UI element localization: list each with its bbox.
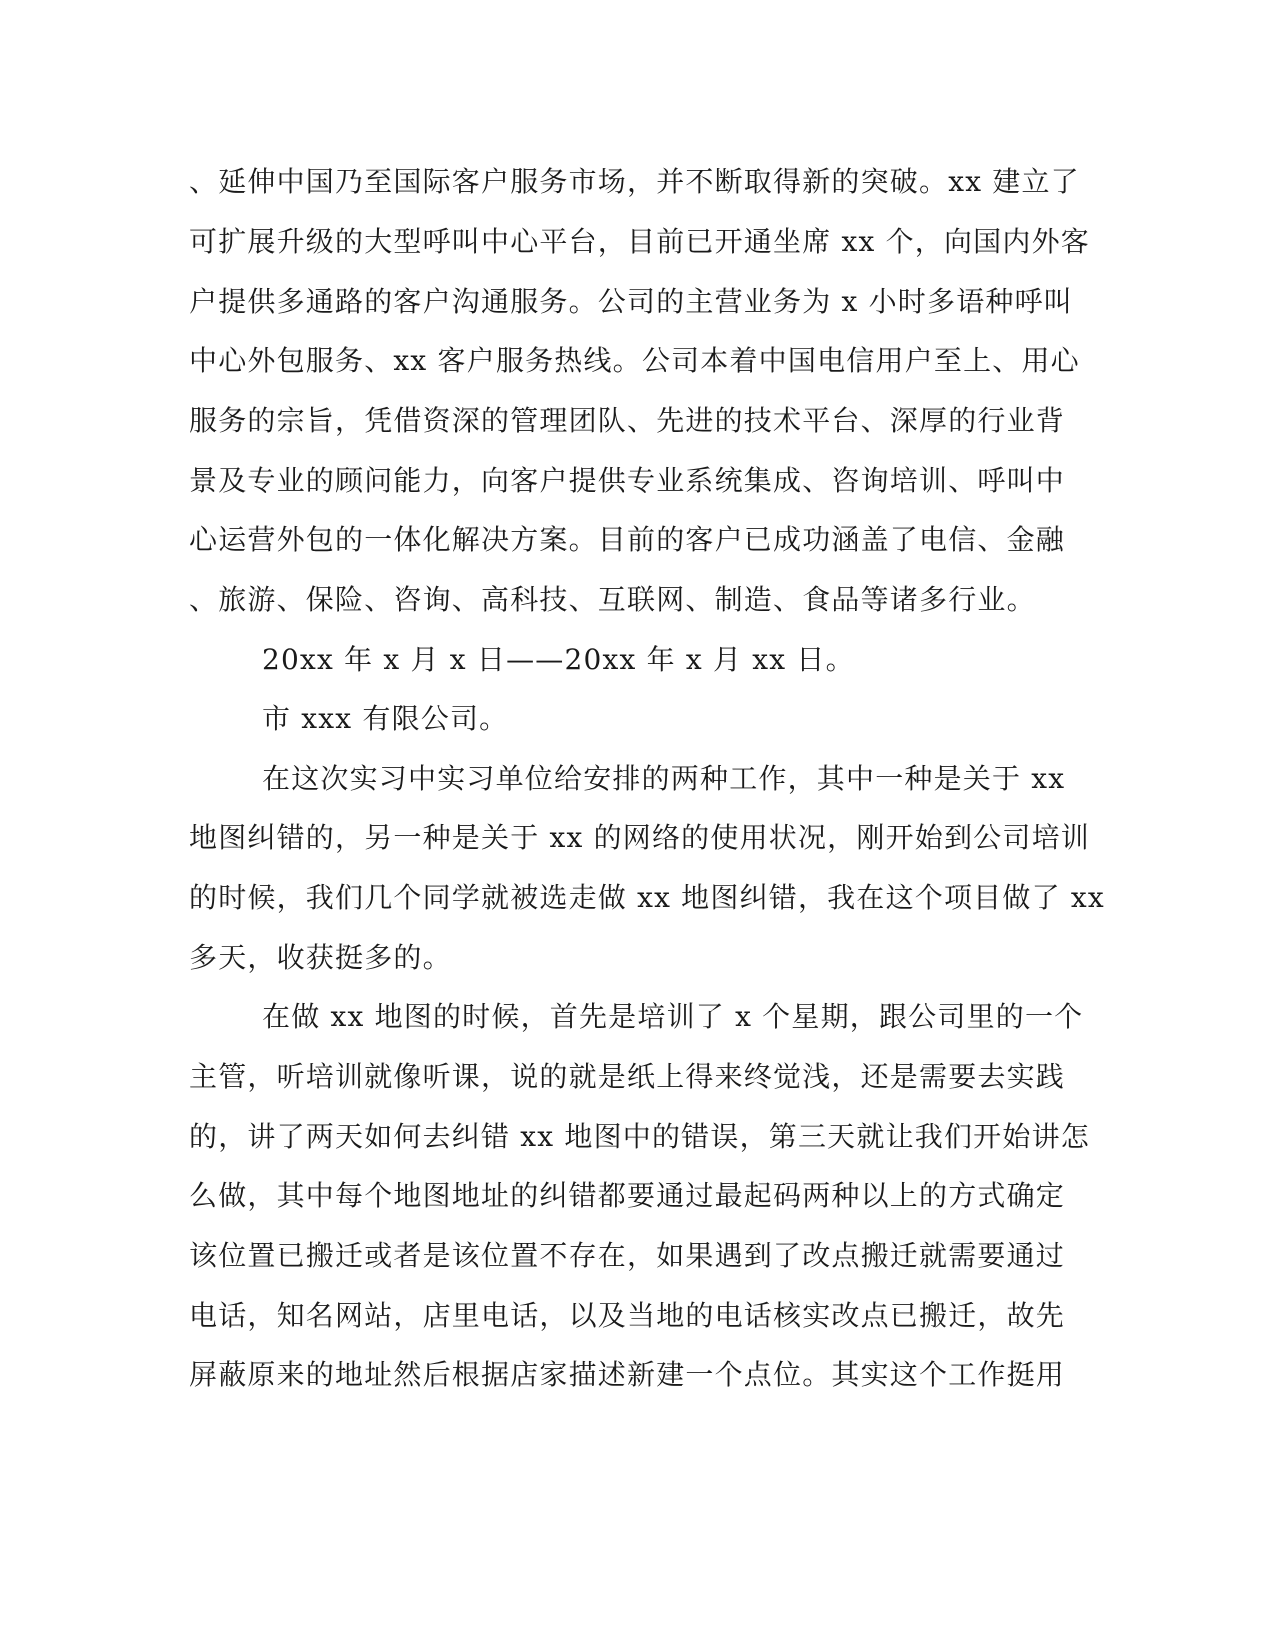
- text-line: 服务的宗旨，凭借资深的管理团队、先进的技术平台、深厚的行业背: [189, 404, 1066, 437]
- text-line: 电话，知名网站，店里电话，以及当地的电话核实改点已搬迁，故先: [189, 1299, 1066, 1332]
- text-line: 该位置已搬迁或者是该位置不存在，如果遇到了改点搬迁就需要通过: [189, 1239, 1066, 1272]
- text-line: 么做，其中每个地图地址的纠错都要通过最起码两种以上的方式确定: [189, 1179, 1066, 1212]
- text-line: 多天，收获挺多的。: [189, 941, 452, 974]
- text-line: 、延伸中国乃至国际客户服务市场，并不断取得新的突破。xx 建立了: [189, 165, 1080, 198]
- text-line: 中心外包服务、xx 客户服务热线。公司本着中国电信用户至上、用心: [189, 344, 1080, 377]
- text-line: 、旅游、保险、咨询、高科技、互联网、制造、食品等诸多行业。: [189, 583, 1036, 616]
- company-name-line: 市 xxx 有限公司。: [262, 702, 509, 735]
- text-line: 的，讲了两天如何去纠错 xx 地图中的错误，第三天就让我们开始讲怎: [189, 1120, 1090, 1153]
- text-line: 户提供多通路的客户沟通服务。公司的主营业务为 x 小时多语种呼叫: [189, 285, 1073, 318]
- text-line: 地图纠错的，另一种是关于 xx 的网络的使用状况，刚开始到公司培训: [189, 821, 1090, 854]
- text-line: 心运营外包的一体化解决方案。目前的客户已成功涵盖了电信、金融: [189, 523, 1066, 556]
- text-line: 屏蔽原来的地址然后根据店家描述新建一个点位。其实这个工作挺用: [189, 1358, 1066, 1391]
- text-line: 景及专业的顾问能力，向客户提供专业系统集成、咨询培训、呼叫中: [189, 464, 1066, 497]
- text-line: 可扩展升级的大型呼叫中心平台，目前已开通坐席 xx 个，向国内外客: [189, 225, 1090, 258]
- date-range-line: 20xx 年 x 月 x 日——20xx 年 x 月 xx 日。: [262, 643, 855, 676]
- text-line: 主管，听培训就像听课，说的就是纸上得来终觉浅，还是需要去实践: [189, 1060, 1066, 1093]
- text-line: 在这次实习中实习单位给安排的两种工作，其中一种是关于 xx: [262, 762, 1066, 795]
- text-line: 的时候，我们几个同学就被选走做 xx 地图纠错，我在这个项目做了 xx: [189, 881, 1105, 914]
- text-line: 在做 xx 地图的时候，首先是培训了 x 个星期，跟公司里的一个: [262, 1000, 1084, 1033]
